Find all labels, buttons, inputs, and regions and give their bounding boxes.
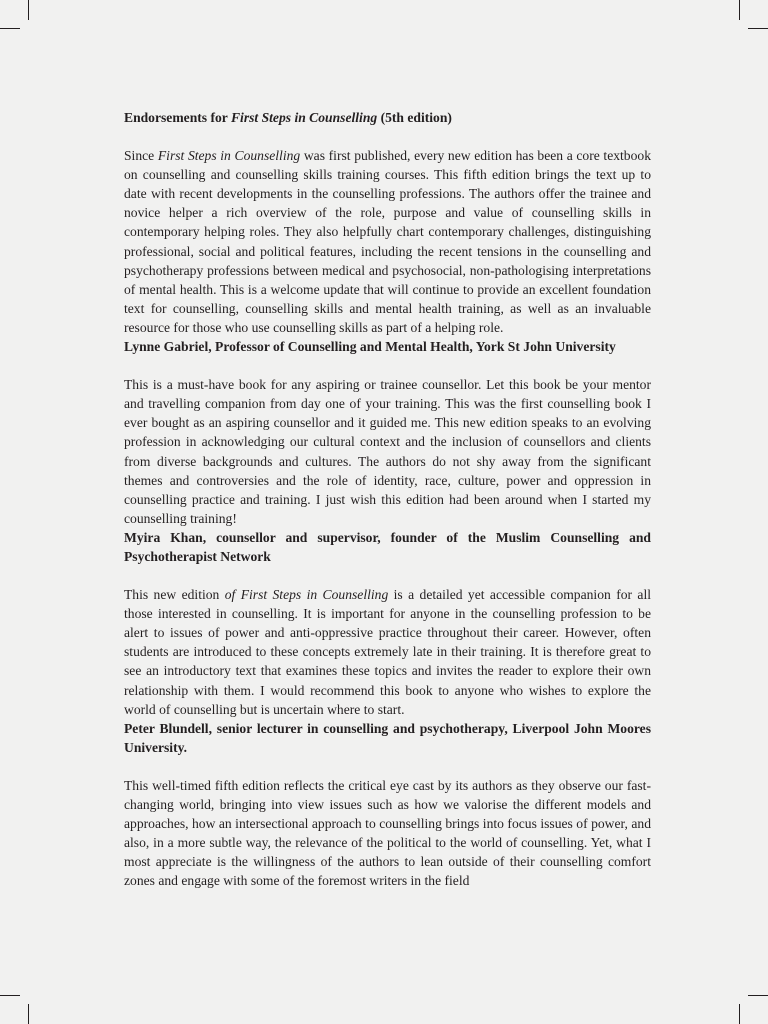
endorsement-text-2: This is a must-have book for any aspiring or trainee counsellor. Let this book be your mentor and travelling companion from day one of your training. This was the first counselling book I ever bought as an aspiring counsellor and it guided me. This new edition speaks to an evolving profession in acknowledging our cultural context and the inclusion of counsellors and clients from diverse backgrounds and cultures. The authors do not shy away from the significant themes and controversies and the role of identity, race, culture, power and oppression in counselling practice and training. I just wish this edition had been around when I started my counselling training!: [124, 377, 651, 526]
endorsement-attribution-2: Myira Khan, counsellor and supervisor, founder of the Muslim Counselling and Psychotherapist Network: [124, 529, 651, 564]
crop-mark-top-right-vertical: [739, 0, 740, 20]
book-title: First Steps in Counselling: [230, 110, 378, 125]
endorsement-attribution-3: Peter Blundell, senior lecturer in counselling and psychotherapy, Liverpool John Moores University.: [124, 720, 651, 755]
book-title: of First Steps in Counselling: [224, 587, 389, 603]
endorsement-text-4: This well-timed fifth edition reflects the critical eye cast by its authors as they observe our fast-changing world, bringing into view issues such as how we valorise the different models and approaches, how an intersectional approach to counselling brings into focus issues of power, and also, in a more subtle way, the relevance of the political to the world of counselling. Yet, what I most appreciate is the willingness of the authors to lean outside of their counselling comfort zones and engage with some of the foremost writers in the field: [124, 777, 651, 889]
crop-mark-top-left-horizontal: [0, 28, 20, 29]
crop-mark-bottom-left-horizontal: [0, 995, 20, 996]
crop-mark-bottom-right-vertical: [739, 1004, 740, 1024]
book-title: First Steps in Counselling: [157, 148, 301, 164]
endorsement-attribution-1: Lynne Gabriel, Professor of Counselling and Mental Health, York St John University: [124, 339, 616, 355]
crop-mark-top-right-horizontal: [748, 28, 768, 29]
endorsements-page: [124, 108, 651, 890]
crop-mark-bottom-left-vertical: [28, 1004, 29, 1024]
page-heading: Endorsements for First Steps in Counselling (5th edition): [124, 110, 452, 125]
crop-mark-bottom-right-horizontal: [748, 995, 768, 996]
endorsement-text-3: This new edition of First Steps in Counselling is a detailed yet accessible companion for all those interested in counselling. It is important for anyone in the counselling profession to be alert to issues of power and anti-oppressive practice throughout their career. However, often students are introduced to these concepts extremely late in their training. It is therefore great to see an introductory text that examines these topics and invites the reader to explore their own relationship with them. I would recommend this book to anyone who wishes to explore the world of counselling but is uncertain where to start.: [124, 587, 652, 717]
endorsement-text-1: Since First Steps in Counselling was first published, every new edition has been a core textbook on counselling and counselling skills training courses. This fifth edition brings the text up to date with recent developments in the counselling professions. The authors offer the trainee and novice helper a rich overview of the role, purpose and value of counselling skills in contemporary helping roles. They also helpfully chart contemporary challenges, distinguishing professional, social and political features, including the recent tensions in the counselling and psychotherapy professions between medical and psychosocial, non-pathologising interpretations of mental health. This is a welcome update that will continue to provide an excellent foundation text for counselling, counselling skills and mental health training, as well as an invaluable resource for those who use counselling skills as part of a helping role.: [124, 148, 651, 335]
crop-mark-top-left-vertical: [28, 0, 29, 20]
